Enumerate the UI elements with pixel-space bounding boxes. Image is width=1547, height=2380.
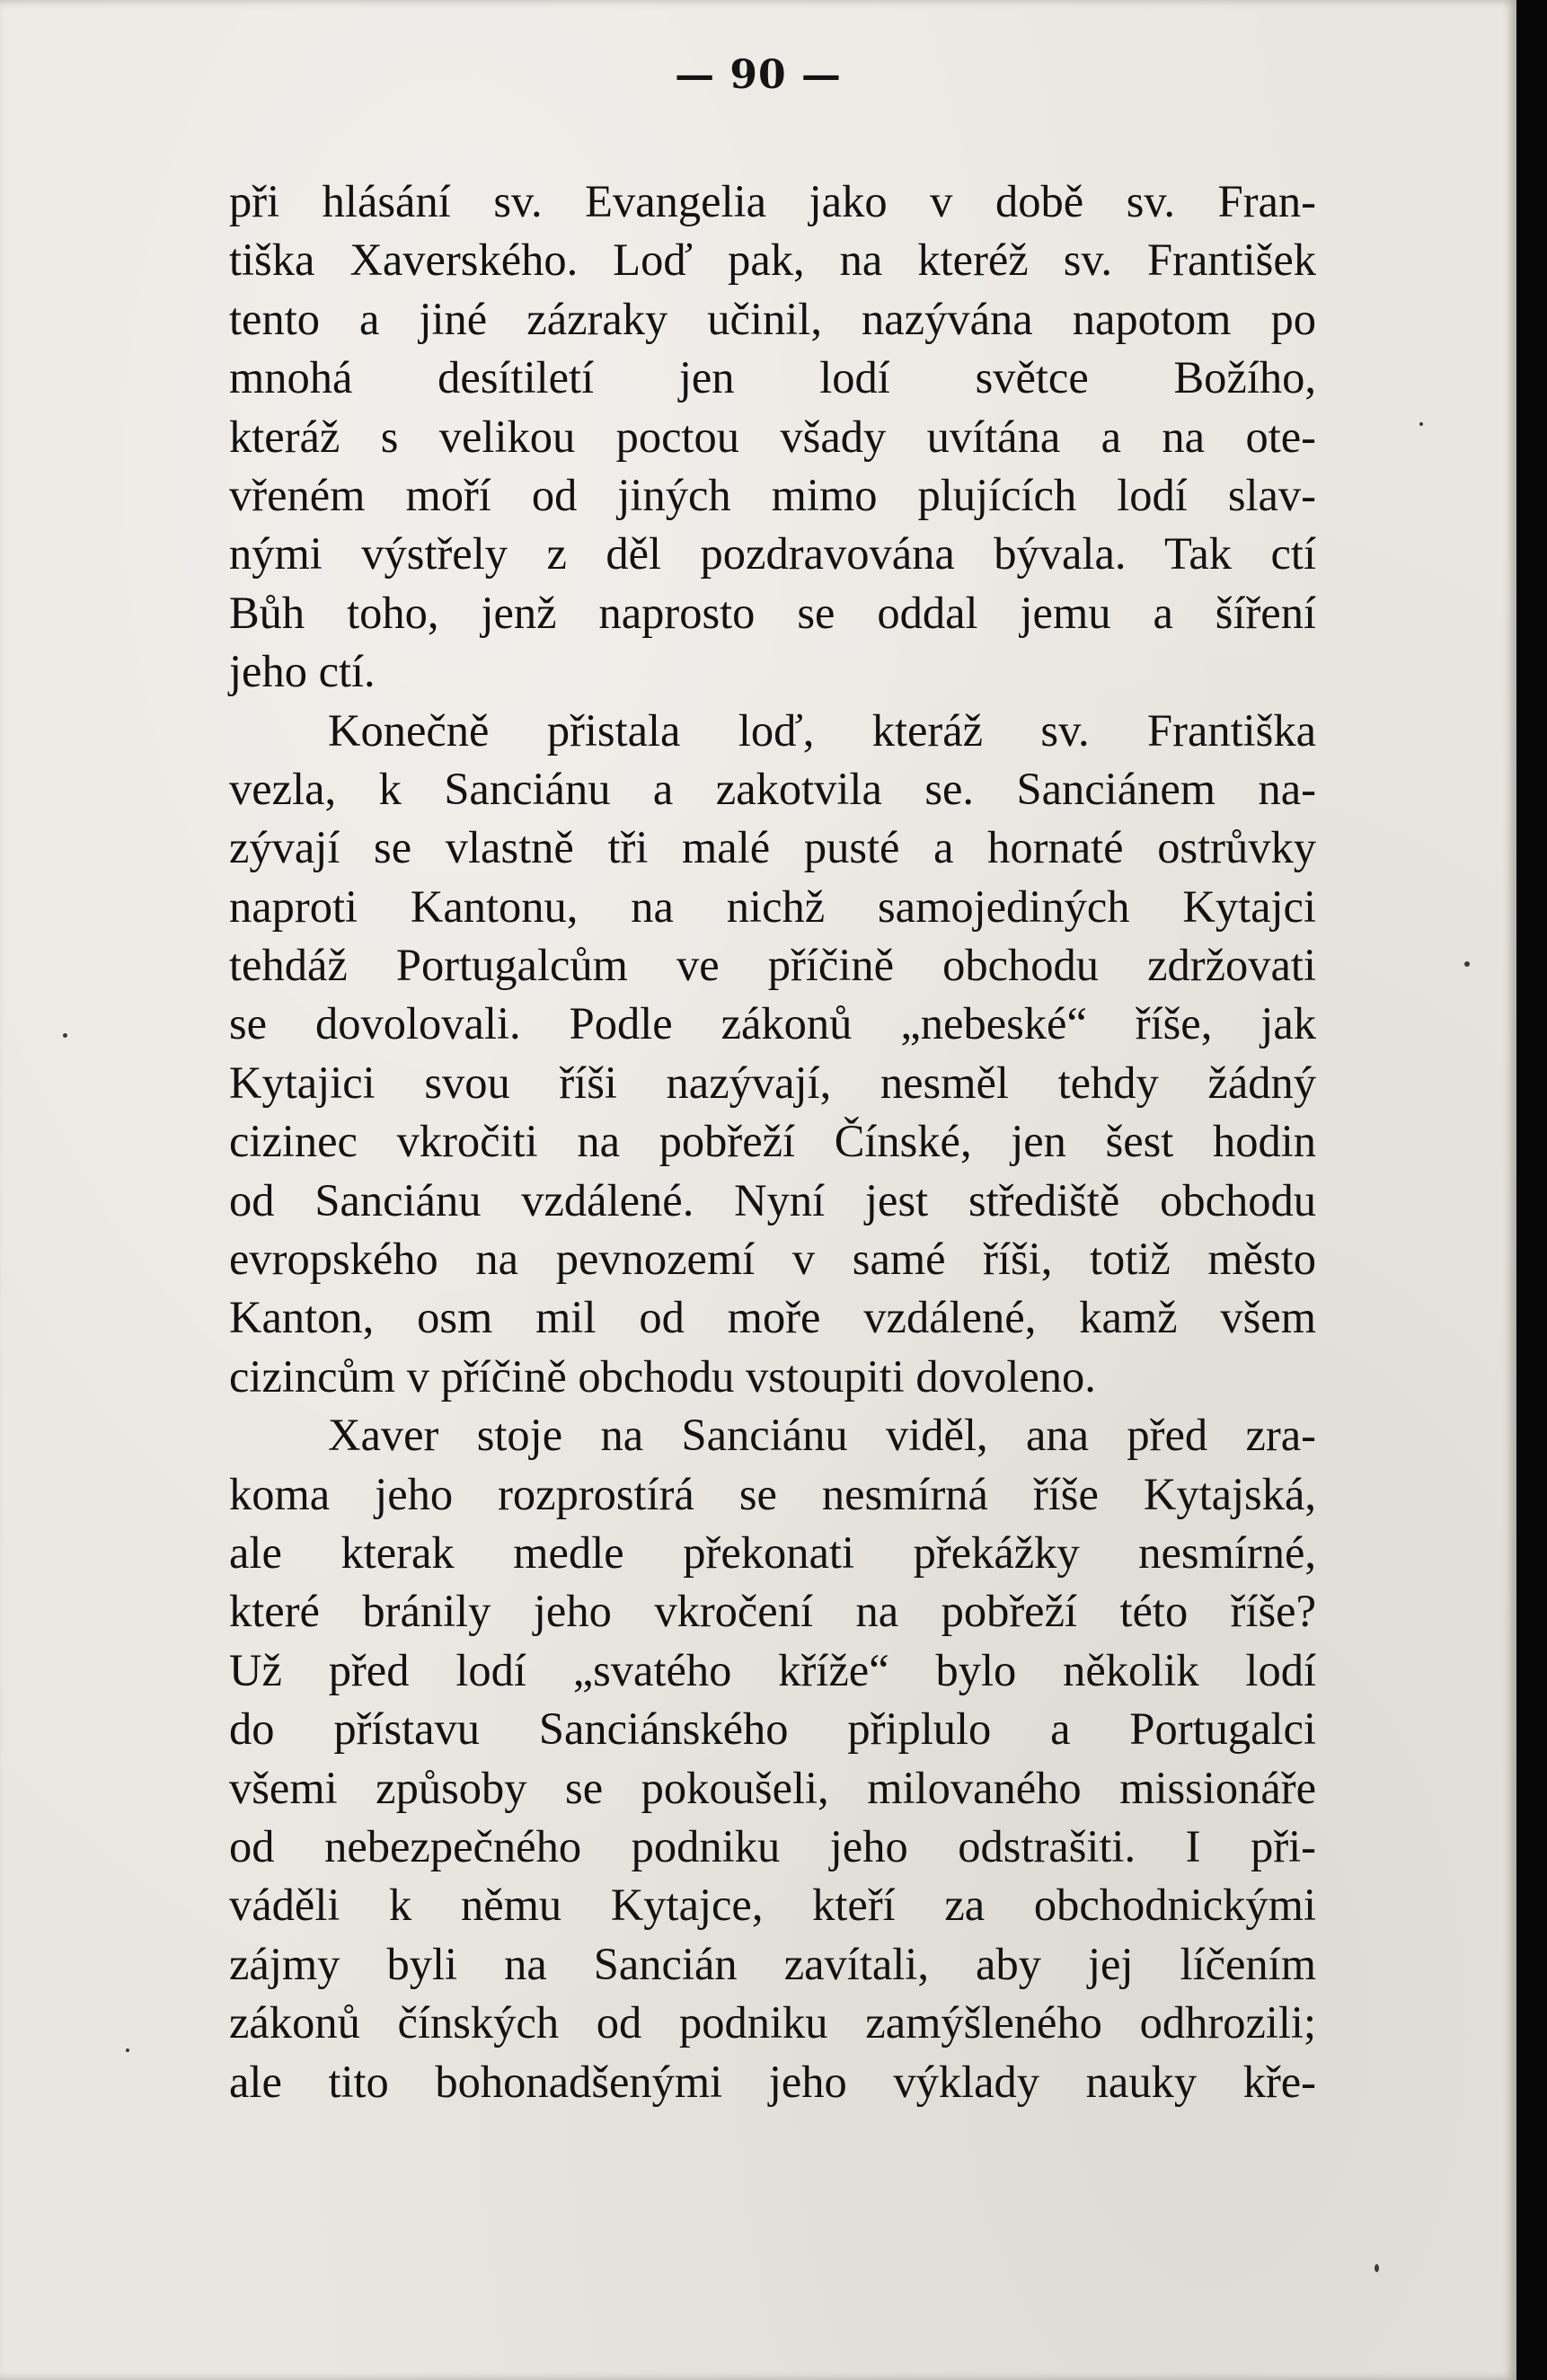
- paragraph-start-line: Xaver stoje na Sanciánu viděl, ana před zra-: [328, 1410, 1316, 1461]
- text-line: ale tito bohonadšenými jeho výklady nauky kře-: [229, 2056, 1316, 2107]
- scan-edge: [1516, 0, 1547, 2380]
- page-number: — 90 —: [675, 52, 842, 98]
- text-line: vřeném moří od jiných mimo plujících lodí slav-: [229, 469, 1316, 520]
- text-line: Už před lodí „svatého kříže“ bylo několik lodí: [229, 1644, 1316, 1695]
- text-line: od nebezpečného podniku jeho odstrašiti. I při-: [229, 1820, 1316, 1871]
- text-line: evropského na pevnozemí v samé říši, totiž město: [229, 1234, 1316, 1285]
- text-line: zákonů čínských od podniku zamýšleného odhrozili;: [229, 1997, 1316, 2048]
- text-line: tehdáž Portugalcům ve příčině obchodu zdržovati: [229, 940, 1316, 991]
- paper-speck: [126, 2048, 129, 2052]
- text-line: mnohá desítiletí jen lodí světce Božího,: [229, 352, 1316, 403]
- text-line: váděli k němu Kytajce, kteří za obchodnickými: [229, 1880, 1316, 1931]
- text-line: se dovolovali. Podle zákonů „nebeské“ říše, jak: [229, 998, 1316, 1049]
- text-line: naproti Kantonu, na nichž samojediných Kytajci: [229, 880, 1316, 932]
- text-line: jeho ctí.: [229, 646, 376, 697]
- paper-speck: [1419, 422, 1423, 426]
- text-line: Kanton, osm mil od moře vzdálené, kamž všem: [229, 1292, 1316, 1343]
- text-line: tiška Xaverského. Loď pak, na kteréž sv. František: [229, 234, 1316, 286]
- paper-speck: [1464, 961, 1470, 967]
- text-line: do přístavu Sanciánského připlulo a Portugalci: [229, 1703, 1316, 1755]
- paper-speck: [1375, 2264, 1379, 2272]
- text-line: Kytajici svou říši nazývají, nesměl tehdy žádný: [229, 1057, 1316, 1108]
- text-line: všemi způsoby se pokoušeli, milovaného missionáře: [229, 1762, 1316, 1813]
- text-line: tento a jiné zázraky učinil, nazývána napotom po: [229, 293, 1316, 344]
- text-line: kteráž s velikou poctou všady uvítána a na ote-: [229, 411, 1316, 462]
- text-line: zájmy byli na Sancián zavítali, aby jej líčením: [229, 1938, 1316, 1989]
- body-text: [229, 173, 1316, 2111]
- text-line: vezla, k Sanciánu a zakotvila se. Sanciánem na-: [229, 763, 1316, 814]
- text-line: cizinec vkročiti na pobřeží Čínské, jen šest hodin: [229, 1116, 1316, 1167]
- paragraph-start-line: Konečně přistala loď, kteráž sv. Františka: [328, 704, 1316, 756]
- text-line: které bránily jeho vkročení na pobřeží této říše?: [229, 1586, 1316, 1637]
- text-line: nými výstřely z děl pozdravována bývala. Tak ctí: [229, 528, 1316, 580]
- text-line: od Sanciánu vzdálené. Nyní jest střediště obchodu: [229, 1174, 1316, 1225]
- paper-speck: [63, 1033, 67, 1038]
- text-line: koma jeho rozprostírá se nesmírná říše Kytajská,: [229, 1468, 1316, 1519]
- text-line: zývají se vlastně tři malé pusté a hornaté ostrůvky: [229, 822, 1316, 873]
- text-line: při hlásání sv. Evangelia jako v době sv. Fran-: [229, 176, 1316, 226]
- text-line: ale kterak medle překonati překážky nesmírné,: [229, 1526, 1316, 1578]
- text-line: Bůh toho, jenž naprosto se oddal jemu a šíření: [229, 587, 1316, 638]
- text-line: cizincům v příčině obchodu vstoupiti dovoleno.: [229, 1350, 1096, 1402]
